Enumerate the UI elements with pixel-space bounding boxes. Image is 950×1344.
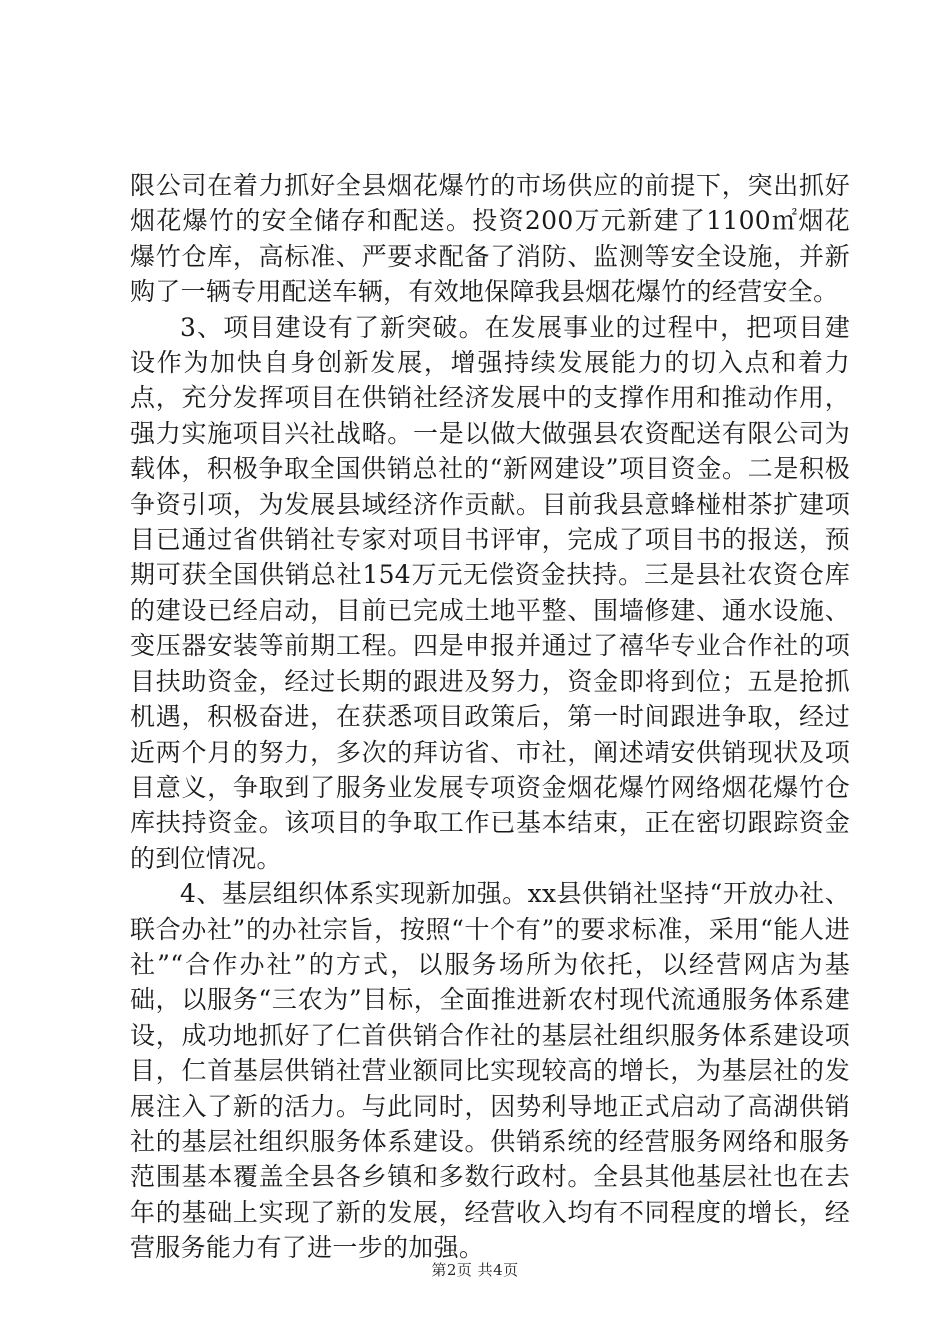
paragraph-continued: 限公司在着力抓好全县烟花爆竹的市场供应的前提下，突出抓好烟花爆竹的安全储存和配送。投资200万元新建了1100㎡烟花爆竹仓库，高标准、严要求配备了消防、监测等安全设施，并新购了一辆专用配送车辆，有效地保障我县烟花爆竹的经营安全。 bbox=[130, 171, 850, 307]
page-footer: 第2页 共4页 bbox=[431, 1261, 519, 1279]
paragraph-project-construction: 3、项目建设有了新突破。在发展事业的过程中，把项目建设作为加快自身创新发展，增强持续发展能力的切入点和着力点，充分发挥项目在供销社经济发展中的支撑作用和推动作用，强力实施项目兴社战略。一是以做大做强县农资配送有限公司为载体，积极争取全国供销总社的“新网建设”项目资金。二是积极争资引项，为发展县域经济作贡献。目前我县意蜂椪柑茶扩建项目已通过省供销社专家对项目书评审，完成了项目书的报送，预期可获全国供销总社154万元无偿资金扶持。三是县社农资仓库的建设已经启动，目前已完成土地平整、围墙修建、通水设施、变压器安装等前期工程。四是申报并通过了禧华专业合作社的项目扶助资金，经过长期的跟进及努力，资金即将到位；五是抢抓机遇，积极奋进，在获悉项目政策后，第一时间跟进争取，经过近两个月的努力，多次的拜访省、市社，阐述靖安供销现状及项目意义，争取到了服务业发展专项资金烟花爆竹网络烟花爆竹仓库扶持资金。该项目的争取工作已基本结束，正在密切跟踪资金的到位情况。 bbox=[130, 312, 850, 873]
document-body bbox=[130, 168, 850, 1266]
paragraph-grassroots-organization: 4、基层组织体系实现新加强。xx县供销社坚持“开放办社、联合办社”的办社宗旨，按照“十个有”的要求标准，采用“能人进社”“合作办社”的方式，以服务场所为依托，以经营网店为基础，以服务“三农为”目标，全面推进新农村现代流通服务体系建设，成功地抓好了仁首供销合作社的基层社组织服务体系建设项目，仁首基层供销社营业额同比实现较高的增长，为基层社的发展注入了新的活力。与此同时，因势利导地正式启动了高湖供销社的基层社组织服务体系建设。供销系统的经营服务网络和服务范围基本覆盖全县各乡镇和多数行政村。全县其他基层社也在去年的基础上实现了新的发展，经营收入均有不同程度的增长，经营服务能力有了进一步的加强。 bbox=[130, 879, 850, 1263]
